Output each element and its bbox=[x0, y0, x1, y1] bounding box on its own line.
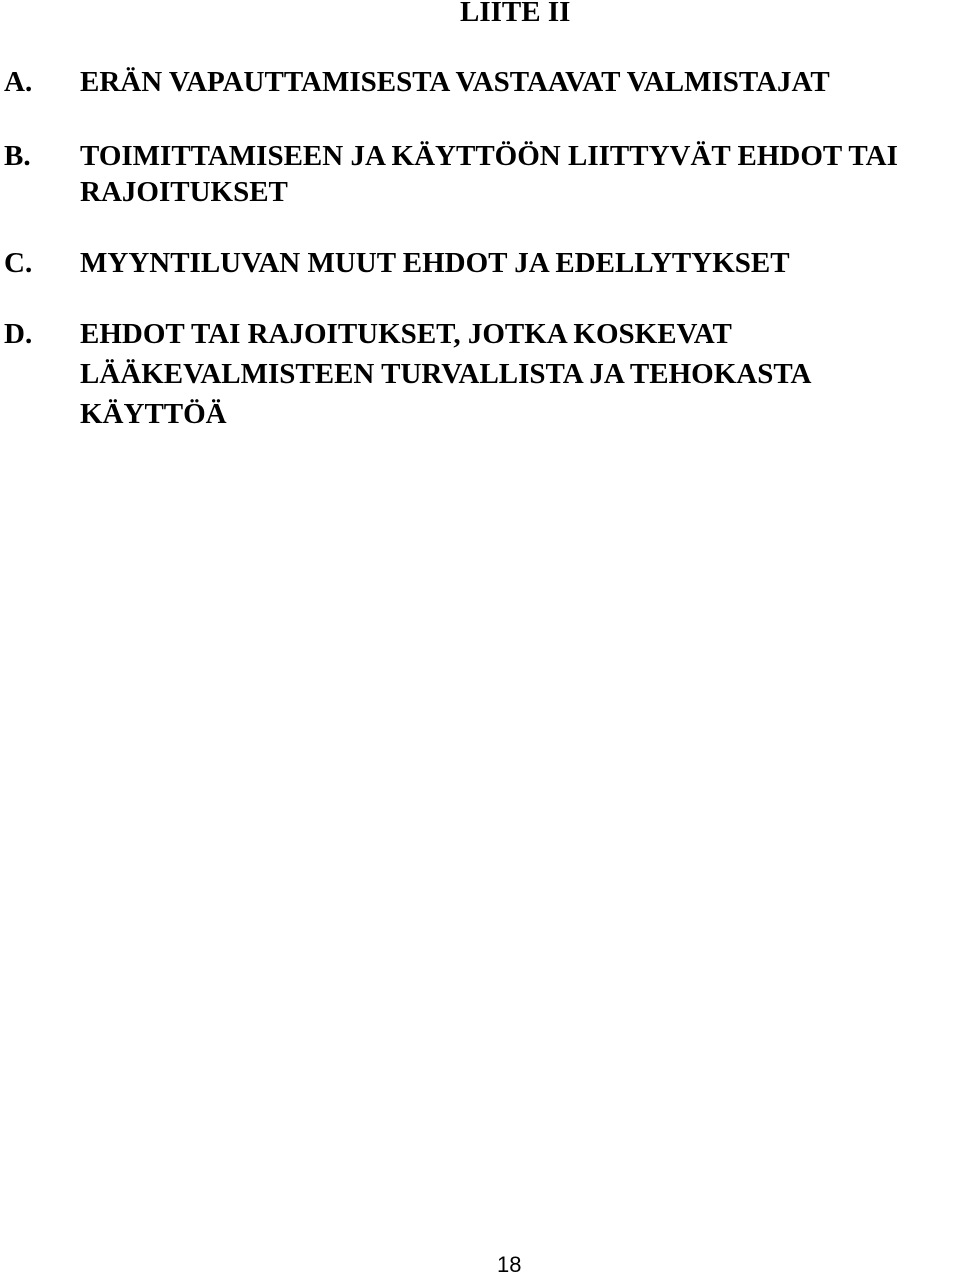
section-letter: C. bbox=[4, 247, 33, 279]
section-letter: D. bbox=[4, 318, 33, 350]
section-letter: B. bbox=[4, 140, 31, 172]
section-heading-line: EHDOT TAI RAJOITUKSET, JOTKA KOSKEVAT bbox=[80, 318, 732, 350]
section-heading-line: LÄÄKEVALMISTEEN TURVALLISTA JA TEHOKASTA bbox=[80, 358, 812, 390]
section-heading-line: ERÄN VAPAUTTAMISESTA VASTAAVAT VALMISTAJAT bbox=[80, 66, 830, 98]
section-letter: A. bbox=[4, 66, 33, 98]
page-number: 18 bbox=[497, 1252, 522, 1277]
section-heading-line: RAJOITUKSET bbox=[80, 176, 288, 208]
section-heading bbox=[80, 138, 960, 210]
section-heading-line: TOIMITTAMISEEN JA KÄYTTÖÖN LIITTYVÄT EHDOT TAI bbox=[80, 140, 898, 172]
section-heading bbox=[80, 314, 960, 434]
section-heading-line: KÄYTTÖÄ bbox=[80, 398, 227, 430]
annex-title: LIITE II bbox=[460, 0, 571, 28]
section-heading bbox=[80, 64, 960, 100]
section-heading bbox=[80, 245, 960, 281]
section-heading-line: MYYNTILUVAN MUUT EHDOT JA EDELLYTYKSET bbox=[80, 247, 790, 279]
